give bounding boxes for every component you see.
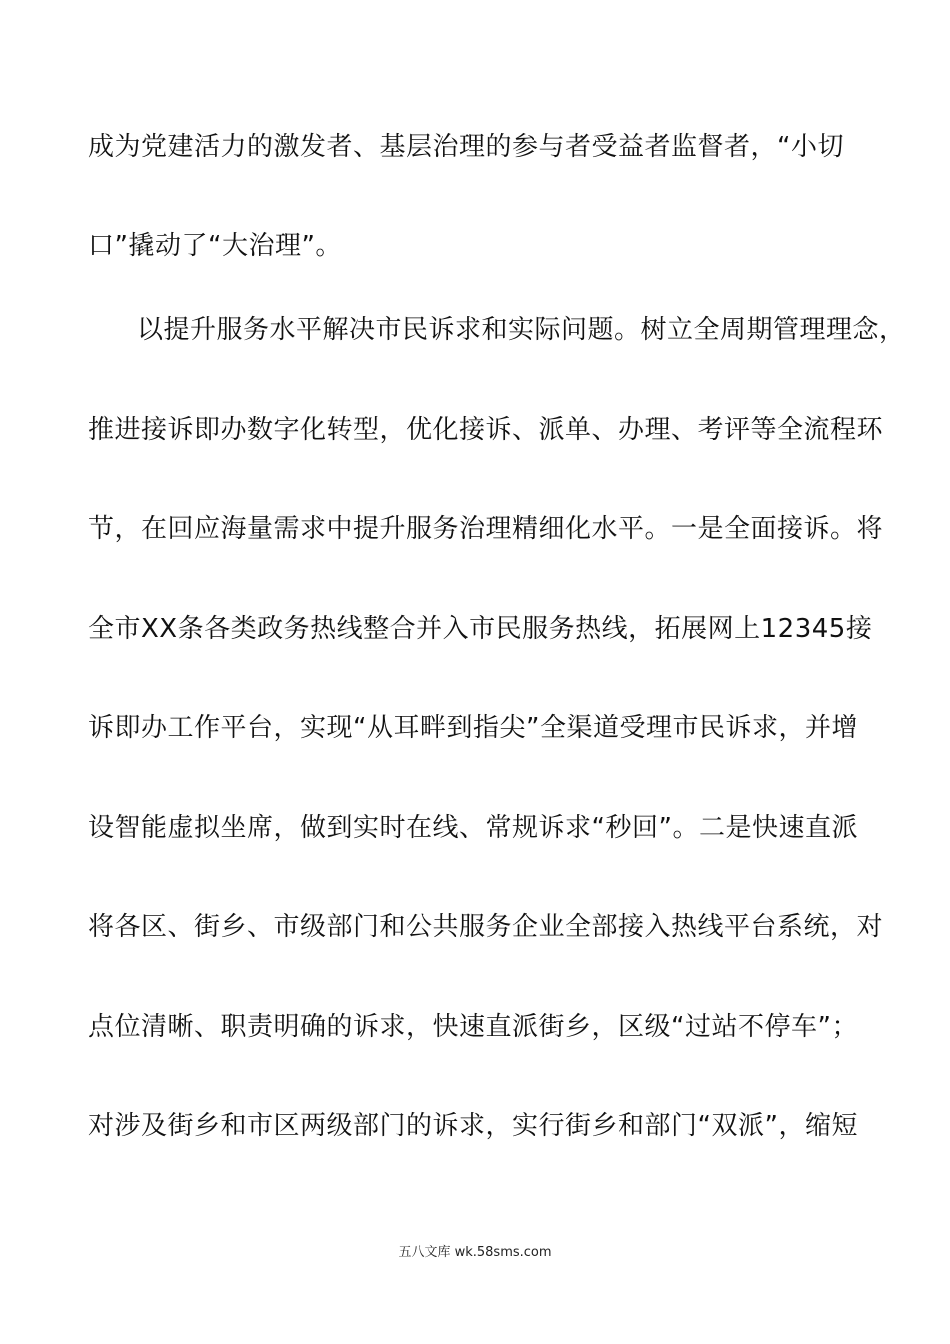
text-line-5: 节，在回应海量需求中提升服务治理精细化水平。一是全面接诉。将 <box>88 514 884 544</box>
text-line-3: 以提升服务水平解决市民诉求和实际问题。树立全周期管理理念， <box>137 315 906 345</box>
text-line-1: 成为党建活力的激发者、基层治理的参与者受益者监督者，“小切 <box>88 132 844 162</box>
footer-watermark: 五八文库 wk.58sms.com <box>398 1245 552 1260</box>
text-line-8: 设智能虚拟坐席，做到实时在线、常规诉求“秒回”。二是快速直派 <box>88 813 858 843</box>
text-line-11: 对涉及街乡和市区两级部门的诉求，实行街乡和部门“双派”，缩短 <box>88 1111 858 1141</box>
text-line-4: 推进接诉即办数字化转型，优化接诉、派单、办理、考评等全流程环 <box>88 415 884 445</box>
text-line-9: 将各区、街乡、市级部门和公共服务企业全部接入热线平台系统，对 <box>88 912 884 942</box>
text-line-7: 诉即办工作平台，实现“从耳畔到指尖”全渠道受理市民诉求，并增 <box>88 713 858 743</box>
text-line-6: 全市XX条各类政务热线整合并入市民服务热线，拓展网上12345接 <box>88 614 873 644</box>
text-line-2: 口”撬动了“大治理”。 <box>88 231 342 261</box>
text-line-10: 点位清晰、职责明确的诉求，快速直派街乡，区级“过站不停车”； <box>88 1012 858 1042</box>
